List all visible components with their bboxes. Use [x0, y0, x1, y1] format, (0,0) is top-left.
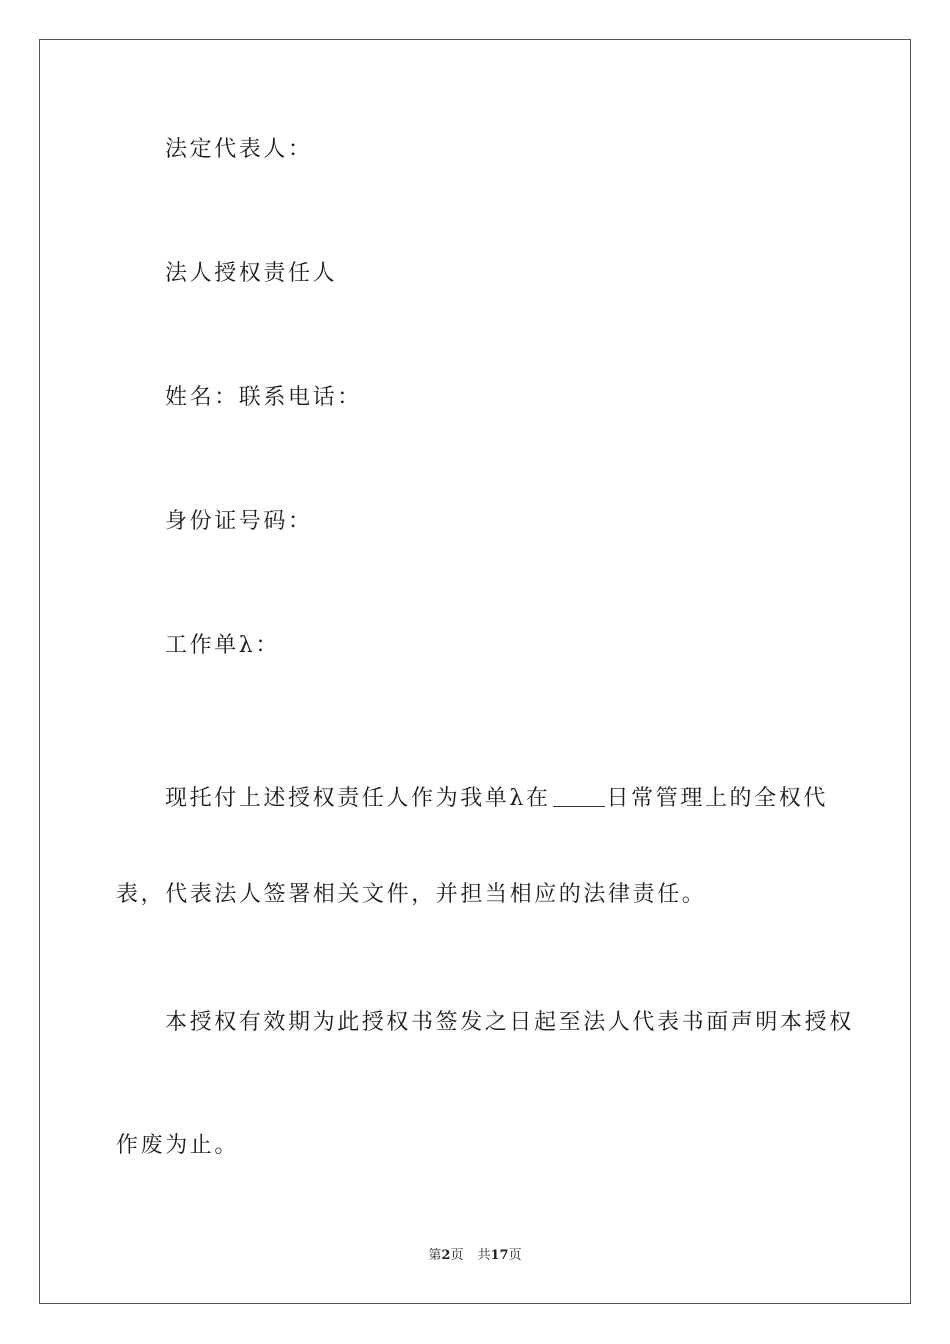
page-suffix: 页 [450, 1248, 464, 1263]
page-footer [0, 1247, 950, 1265]
validity-paragraph-line2: 作废为止。 [116, 1133, 240, 1158]
validity-paragraph-line1: 本授权有效期为此授权书签发之日起至法人代表书面声明本授权 [165, 1010, 854, 1035]
name-phone-label: 姓名：联系电话： [165, 385, 362, 410]
page-prefix: 第 [428, 1248, 442, 1263]
authorization-text-before-blank: 现托付上述授权责任人作为我单λ在 [165, 786, 551, 811]
total-suffix: 页 [508, 1248, 522, 1263]
legal-representative-label: 法定代表人： [165, 137, 313, 162]
authorization-paragraph-line1 [165, 784, 895, 814]
page-number: 2 [441, 1248, 451, 1263]
work-unit-label: 工作单λ： [165, 633, 280, 658]
total-prefix: 共 [477, 1248, 491, 1263]
authorization-paragraph-line2: 表，代表法人签署相关文件，并担当相应的法律责任。 [116, 882, 707, 907]
fill-in-blank [553, 784, 605, 807]
authorized-person-heading: 法人授权责任人 [165, 261, 338, 286]
authorization-text-after-blank: 日常管理上的全权代 [606, 786, 828, 811]
id-number-label: 身份证号码： [165, 509, 313, 534]
total-pages: 17 [490, 1248, 509, 1263]
page-border [39, 39, 911, 1304]
